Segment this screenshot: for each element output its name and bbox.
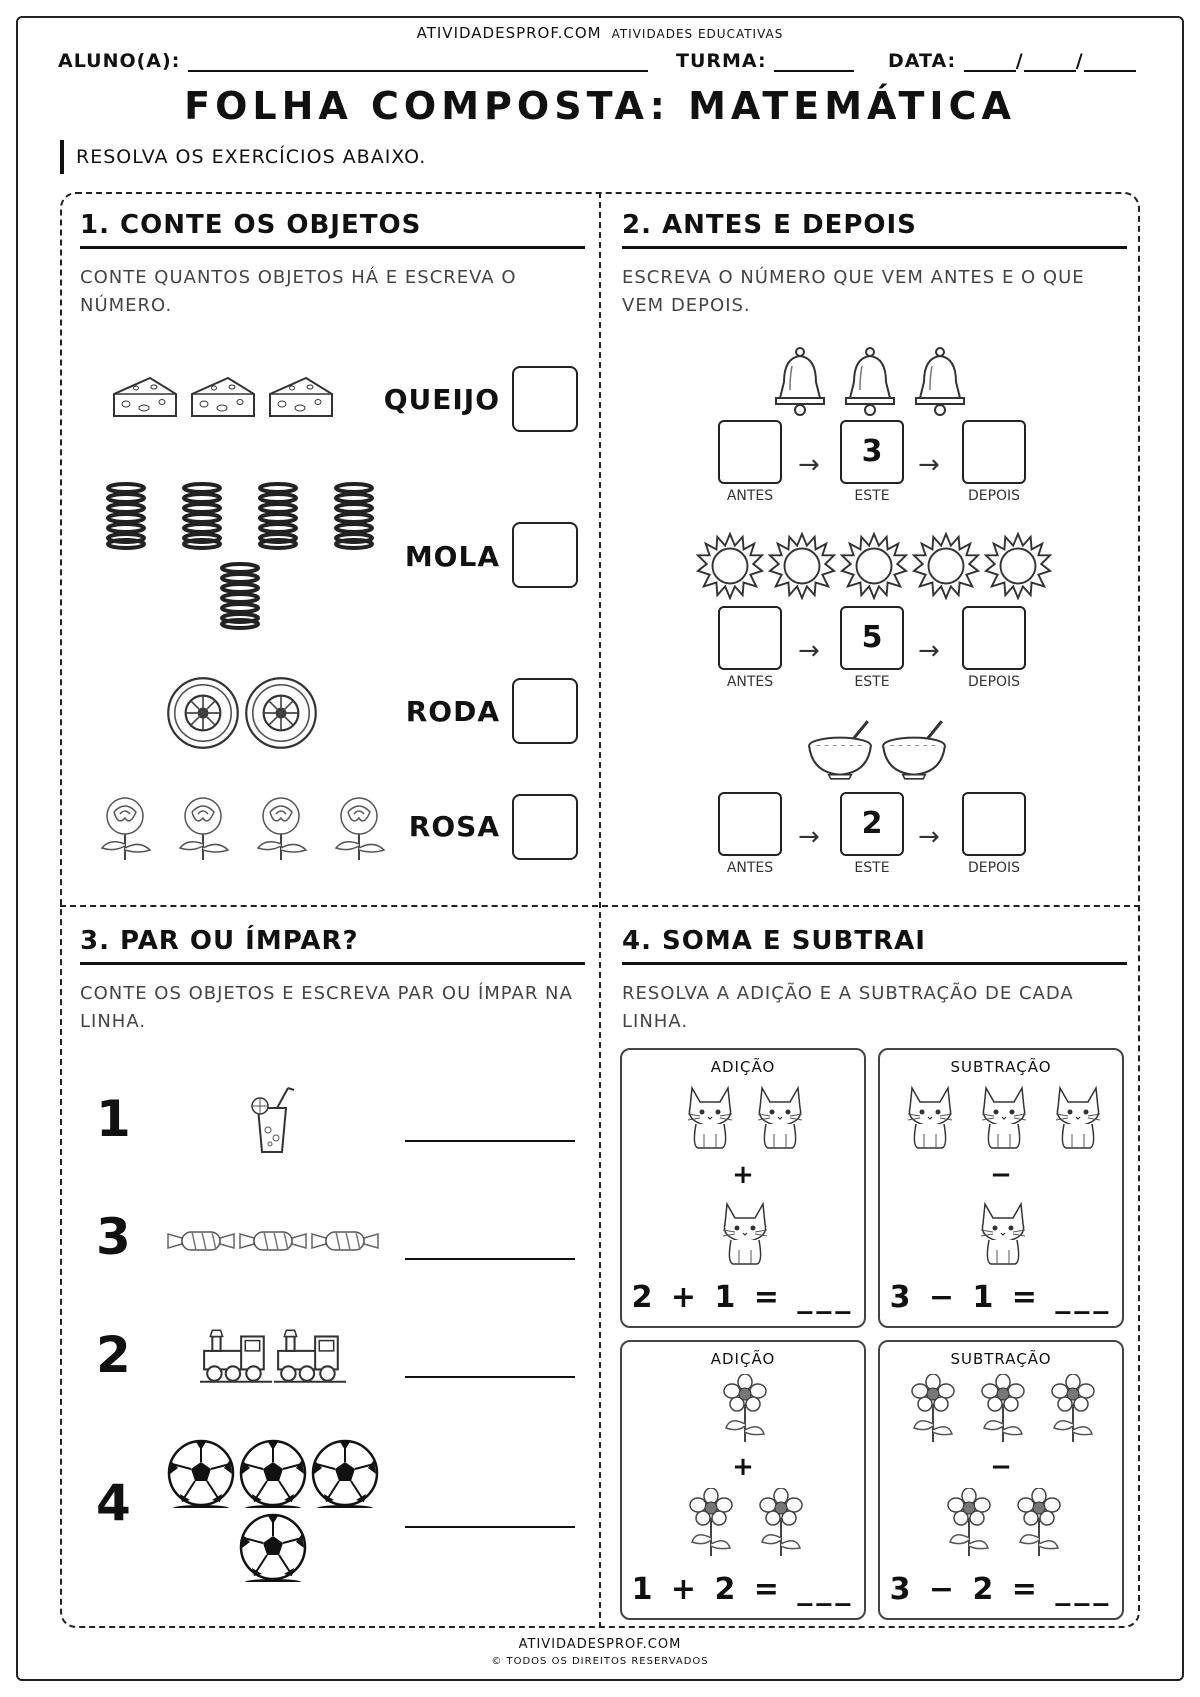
current-label-1: ESTE: [854, 488, 890, 504]
card-title: ADIÇÃO: [710, 1350, 776, 1368]
after-box-2[interactable]: [962, 606, 1026, 670]
before-box-2[interactable]: [718, 606, 782, 670]
date-field: DATA: / /: [888, 50, 1136, 72]
candy-icon: [166, 1226, 386, 1256]
student-label: ALUNO(A):: [58, 50, 181, 72]
equation: 2 + 1 = ___: [631, 1280, 855, 1315]
cat-icon: [715, 1196, 775, 1268]
train-group: [200, 1324, 350, 1394]
answer-box-mola[interactable]: [512, 522, 578, 588]
item-label-queijo: QUEIJO: [383, 383, 500, 416]
cat-icon: [680, 1080, 810, 1152]
minus-sign: −: [990, 1452, 1012, 1482]
bowl-icon: [804, 718, 954, 786]
after-label-3: DEPOIS: [967, 860, 1021, 876]
parity-number-4: 4: [96, 1474, 131, 1532]
wheel-icon: [165, 675, 325, 751]
flower-icon: [944, 1488, 1064, 1560]
section2-title: 2. ANTES E DEPOIS: [622, 210, 1127, 249]
train-icon: [200, 1324, 350, 1390]
ball-group: [166, 1438, 386, 1592]
parity-number-3: 2: [96, 1326, 131, 1384]
flower-icon: [908, 1374, 1098, 1446]
subtraction-card-2: [878, 1340, 1124, 1620]
before-box-3[interactable]: [718, 792, 782, 856]
juice-group: [248, 1086, 300, 1160]
parity-number-2: 3: [96, 1208, 131, 1266]
before-box-1[interactable]: [718, 420, 782, 484]
subtraction-card-1: [878, 1048, 1124, 1328]
arrow-3a: →: [798, 822, 820, 852]
arrow-1a: →: [798, 450, 820, 480]
before-label-2: ANTES: [726, 674, 774, 690]
answer-box-queijo[interactable]: [512, 366, 578, 432]
card-title: ADIÇÃO: [710, 1058, 776, 1076]
item-label-roda: RODA: [405, 695, 500, 728]
flower-icon: [720, 1374, 770, 1446]
card-title: SUBTRAÇÃO: [950, 1350, 1052, 1368]
equation: 3 − 1 = ___: [889, 1280, 1113, 1315]
parity-answer-line-4[interactable]: [405, 1526, 575, 1528]
soccer-ball-icon: [166, 1438, 386, 1588]
student-line: [188, 70, 648, 72]
answer-box-roda[interactable]: [512, 678, 578, 744]
arrow-2a: →: [798, 636, 820, 666]
date-month-line: [1024, 70, 1076, 72]
bell-group: [770, 346, 970, 420]
class-field: [676, 50, 854, 72]
current-label-3: ESTE: [854, 860, 890, 876]
card-title: SUBTRAÇÃO: [950, 1058, 1052, 1076]
footer-site: ATIVIDADESPROF.COM: [518, 1637, 682, 1652]
cat-icon: [900, 1080, 1110, 1152]
bell-icon: [770, 346, 970, 416]
class-line: [774, 70, 854, 72]
section4-desc: RESOLVA A ADIÇÃO E A SUBTRAÇÃO DE CADA LINHA.: [622, 983, 1074, 1032]
before-label-3: ANTES: [726, 860, 774, 876]
current-box-3: 2: [840, 792, 904, 856]
item-label-rosa: ROSA: [408, 810, 500, 843]
date-label: DATA:: [888, 50, 957, 72]
arrow-2b: →: [918, 636, 940, 666]
section1-desc: CONTE QUANTOS OBJETOS HÁ E ESCREVA O NÚMERO.: [80, 267, 517, 316]
current-box-1: 3: [840, 420, 904, 484]
page-title: FOLHA COMPOSTA: MATEMÁTICA: [184, 84, 1016, 128]
instruction: RESOLVA OS EXERCÍCIOS ABAIXO.: [60, 140, 426, 174]
plus-sign: +: [732, 1160, 754, 1190]
parity-answer-line-3[interactable]: [405, 1376, 575, 1378]
current-label-2: ESTE: [854, 674, 890, 690]
after-box-1[interactable]: [962, 420, 1026, 484]
after-label-1: DEPOIS: [967, 488, 1021, 504]
cat-icon: [973, 1196, 1033, 1268]
section3-title: 3. PAR OU ÍMPAR?: [80, 926, 585, 965]
section4-title: 4. SOMA E SUBTRAI: [622, 926, 1127, 965]
arrow-3b: →: [918, 822, 940, 852]
cheese-icon: [110, 372, 340, 422]
section1-title: 1. CONTE OS OBJETOS: [80, 210, 585, 249]
section2-desc: ESCREVA O NÚMERO QUE VEM ANTES E O QUE VEM DEPOIS.: [622, 267, 1085, 316]
equation: 1 + 2 = ___: [631, 1572, 855, 1607]
before-label-1: ANTES: [726, 488, 774, 504]
site-header: [0, 24, 1200, 42]
footer-rights: © TODOS OS DIREITOS RESERVADOS: [491, 1656, 709, 1667]
spring-group: [100, 480, 390, 634]
addition-card-1: [620, 1048, 866, 1328]
student-field: [58, 50, 648, 72]
plus-sign: +: [732, 1452, 754, 1482]
addition-card-2: [620, 1340, 866, 1620]
date-year-line: [1084, 70, 1136, 72]
cheese-group: [110, 372, 340, 426]
date-day-line: [964, 70, 1016, 72]
sun-icon: [696, 532, 1056, 602]
after-label-2: DEPOIS: [967, 674, 1021, 690]
sun-group: [696, 532, 1056, 606]
equation: 3 − 2 = ___: [889, 1572, 1113, 1607]
rose-group: [90, 792, 400, 868]
current-box-2: 5: [840, 606, 904, 670]
parity-number-1: 1: [96, 1090, 131, 1148]
spring-icon: [100, 480, 390, 630]
answer-box-rosa[interactable]: [512, 794, 578, 860]
section3-desc: CONTE OS OBJETOS E ESCREVA PAR OU ÍMPAR NA LINHA.: [80, 983, 573, 1032]
wheel-group: [165, 675, 325, 755]
parity-answer-line-1[interactable]: [405, 1140, 575, 1142]
class-label: TURMA:: [676, 50, 767, 72]
site-name: ATIVIDADESPROF.COM: [416, 24, 602, 42]
candy-group: [166, 1226, 386, 1260]
site-subtitle: ATIVIDADES EDUCATIVAS: [611, 27, 784, 41]
minus-sign: −: [990, 1160, 1012, 1190]
juice-glass-icon: [248, 1086, 300, 1156]
vertical-divider: [599, 192, 601, 1628]
bowl-group: [804, 718, 954, 790]
item-label-mola: MOLA: [404, 540, 500, 573]
flower-icon: [686, 1488, 806, 1560]
rose-icon: [90, 792, 400, 864]
arrow-1b: →: [918, 450, 940, 480]
parity-answer-line-2[interactable]: [405, 1258, 575, 1260]
after-box-3[interactable]: [962, 792, 1026, 856]
horizontal-divider: [60, 905, 1140, 907]
